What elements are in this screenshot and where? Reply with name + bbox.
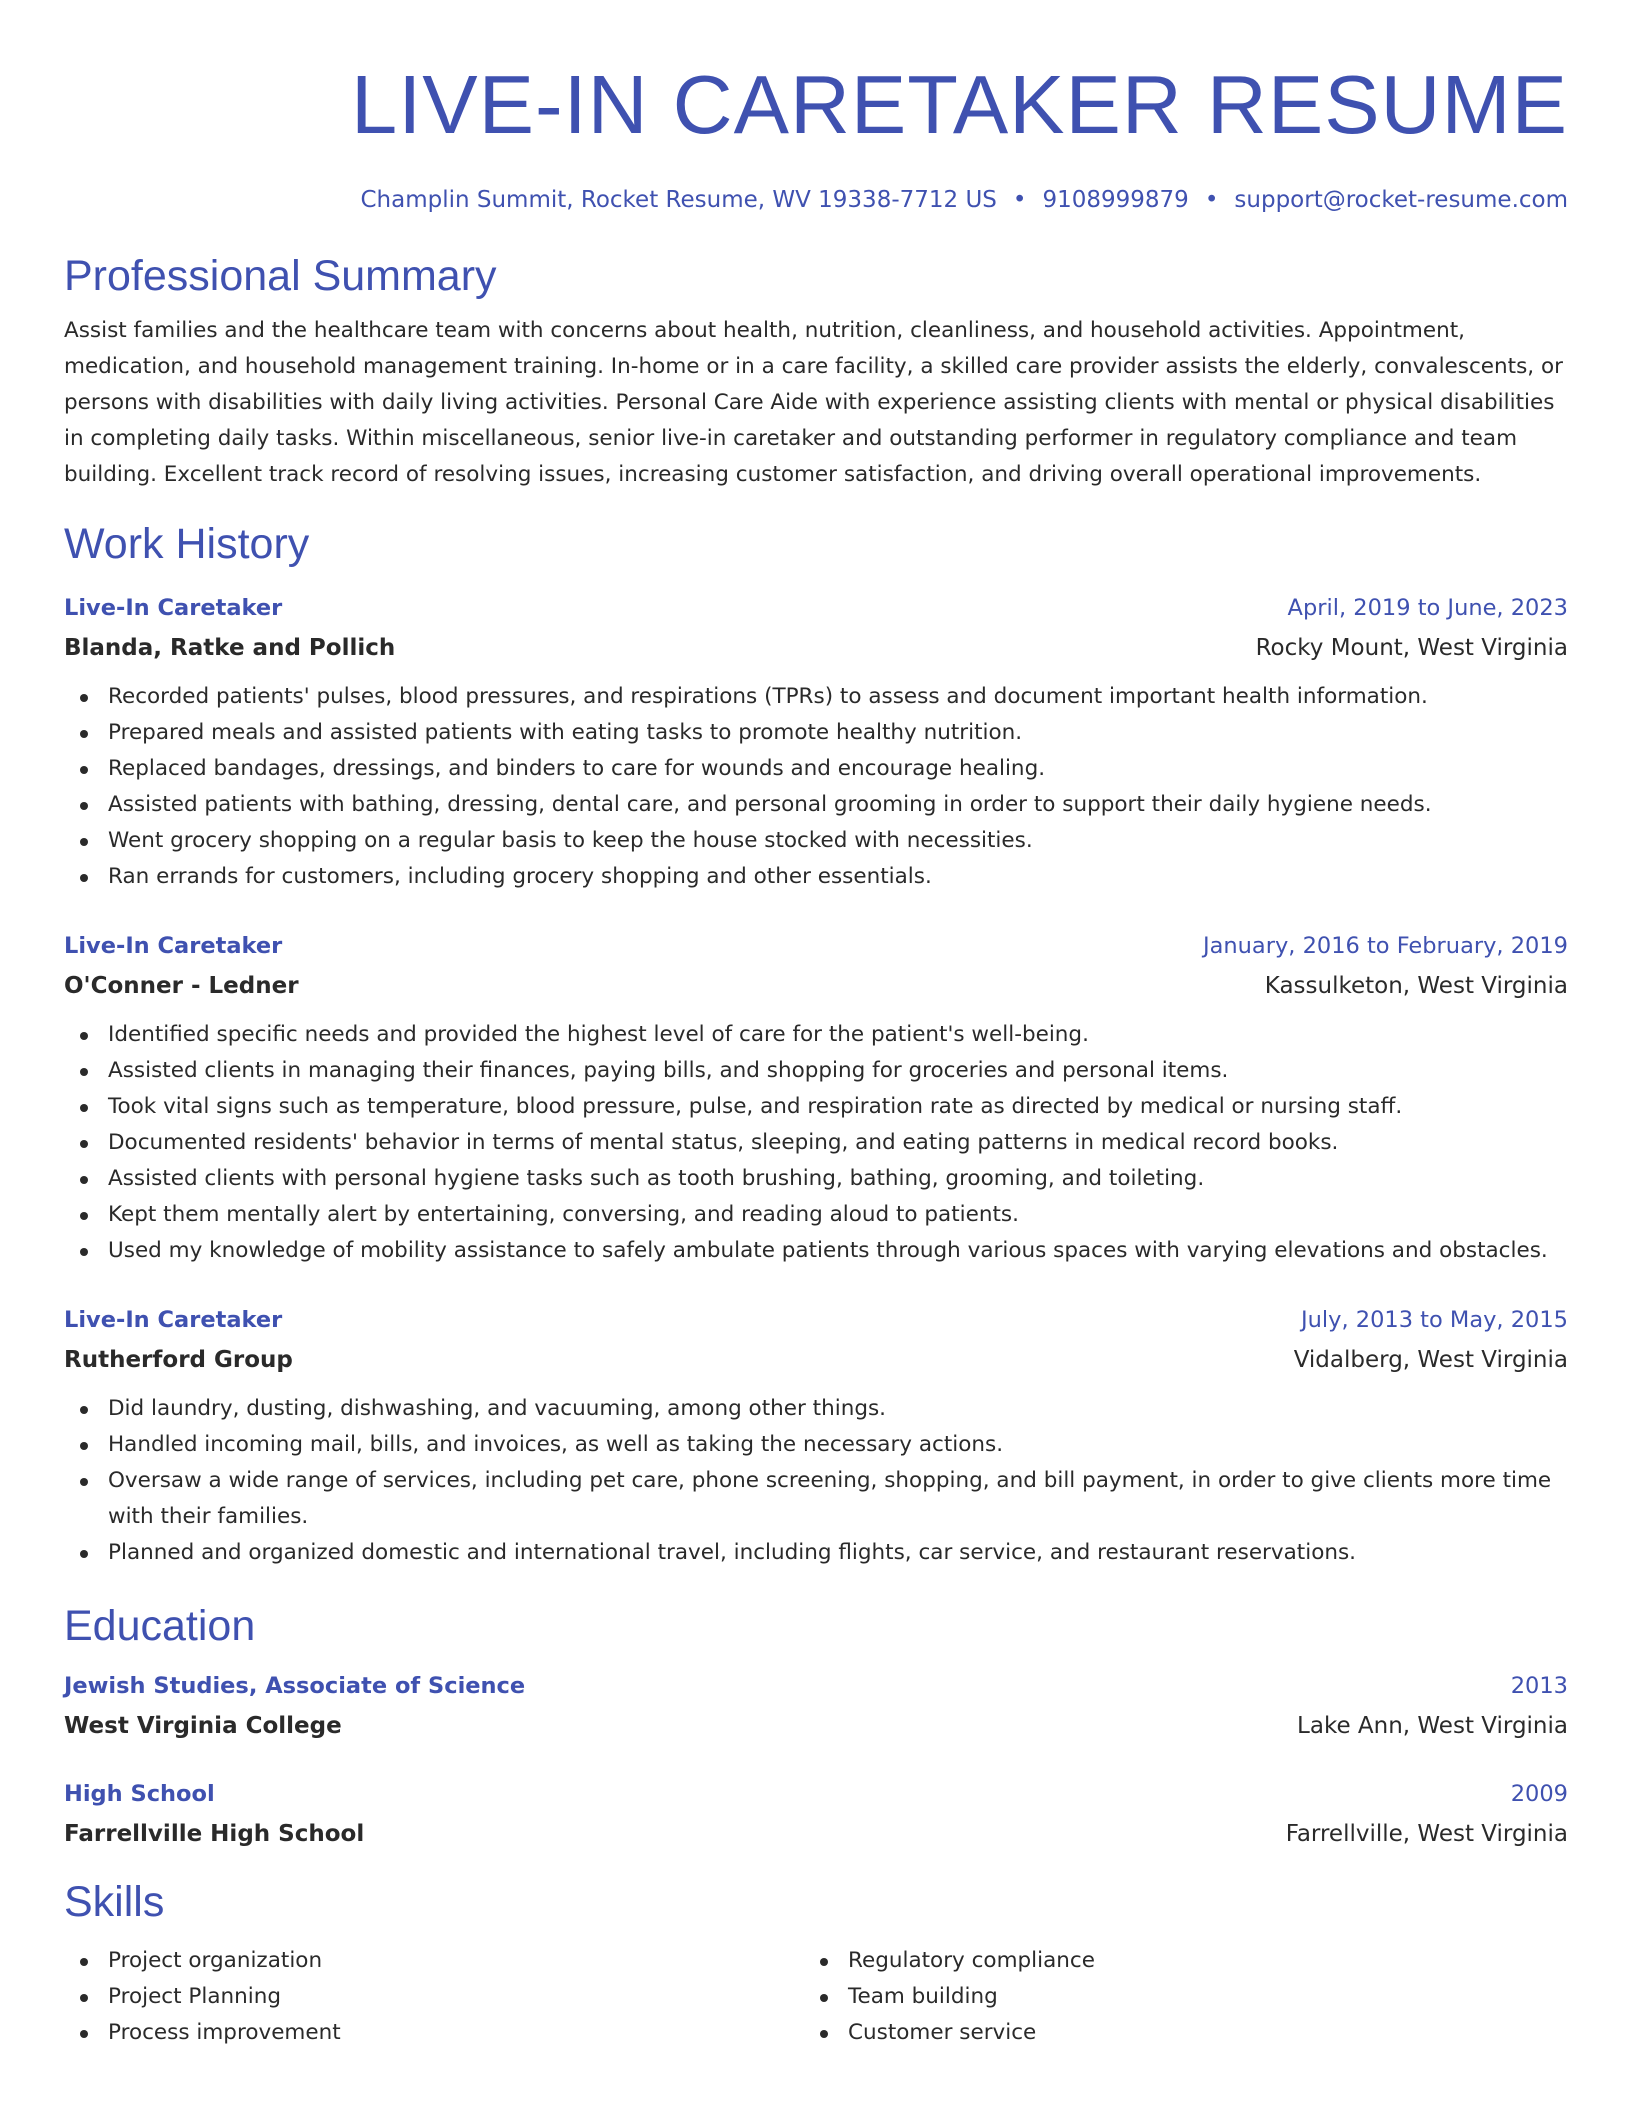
job-location: Rocky Mount, West Virginia [1255, 635, 1568, 661]
contact-separator: • [1204, 187, 1219, 213]
job-location: Kassulketon, West Virginia [1264, 973, 1568, 999]
list-item: Replaced bandages, dressings, and binders to care for wounds and encourage healing. [64, 751, 1568, 787]
skill-item: Customer service [804, 2015, 1544, 2051]
education-year: 2009 [1510, 1781, 1568, 1807]
contact-email: support@rocket-resume.com [1234, 187, 1568, 213]
job-title: Live-In Caretaker [64, 595, 283, 621]
list-item: Recorded patients' pulses, blood pressures, and respirations (TPRs) to assess and document important health information. [64, 679, 1568, 715]
job-dates: January, 2016 to February, 2019 [1202, 933, 1568, 959]
job-dates: April, 2019 to June, 2023 [1287, 595, 1568, 621]
resume-page [64, 0, 1568, 2051]
list-item: Identified specific needs and provided the highest level of care for the patient's well-being. [64, 1017, 1568, 1053]
job-entry [64, 1303, 1568, 1571]
education-location: Lake Ann, West Virginia [1297, 1713, 1568, 1739]
list-item: Assisted clients with personal hygiene tasks such as tooth brushing, bathing, grooming, and toileting. [64, 1161, 1568, 1197]
skills-columns [64, 1943, 1568, 2051]
list-item: Ran errands for customers, including grocery shopping and other essentials. [64, 859, 1568, 895]
job-bullets [64, 1017, 1568, 1269]
list-item: Oversaw a wide range of services, including pet care, phone screening, shopping, and bill payment, in order to give clients more time with their families. [64, 1463, 1568, 1535]
job-entry [64, 929, 1568, 1269]
job-company: O'Conner - Ledner [64, 973, 299, 999]
education-degree: Jewish Studies, Associate of Science [64, 1673, 526, 1699]
list-item: Took vital signs such as temperature, blood pressure, pulse, and respiration rate as directed by medical or nursing staff. [64, 1089, 1568, 1125]
section-heading-skills: Skills [64, 1878, 165, 1926]
education-school: West Virginia College [64, 1713, 342, 1739]
education-school: Farrellville High School [64, 1821, 365, 1847]
skill-item: Process improvement [64, 2015, 804, 2051]
list-item: Assisted clients in managing their finances, paying bills, and shopping for groceries and personal items. [64, 1053, 1568, 1089]
skills-list-left [64, 1943, 804, 2051]
education-year: 2013 [1510, 1673, 1568, 1699]
contact-address: Champlin Summit, Rocket Resume, WV 19338-7712 US [360, 187, 997, 213]
section-heading-summary: Professional Summary [64, 252, 497, 300]
job-bullets [64, 1391, 1568, 1571]
contact-phone: 9108999879 [1042, 187, 1189, 213]
summary-text: Assist families and the healthcare team with concerns about health, nutrition, cleanliness, and household activities. Appointment, medication, and household management training. In-home or in a care facility, a skilled care provider assists the elderly, convalescents, or persons with disabilities with daily living activities. Personal Care Aide with experience assisting clients with mental or physical disabilities in completing daily tasks. Within miscellaneous, senior live-in caretaker and outstanding performer in regulatory compliance and team building. Excellent track record of resolving issues, increasing customer satisfaction, and driving overall operational improvements. [64, 318, 1563, 487]
job-company: Rutherford Group [64, 1347, 293, 1373]
list-item: Went grocery shopping on a regular basis to keep the house stocked with necessities. [64, 823, 1568, 859]
job-title: Live-In Caretaker [64, 933, 283, 959]
list-item: Did laundry, dusting, dishwashing, and vacuuming, among other things. [64, 1391, 1568, 1427]
job-title: Live-In Caretaker [64, 1307, 283, 1333]
job-dates: July, 2013 to May, 2015 [1300, 1307, 1568, 1333]
skill-item: Regulatory compliance [804, 1943, 1544, 1979]
list-item: Handled incoming mail, bills, and invoices, as well as taking the necessary actions. [64, 1427, 1568, 1463]
job-entry [64, 591, 1568, 895]
section-heading-education: Education [64, 1602, 256, 1650]
section-heading-work: Work History [64, 520, 310, 568]
list-item: Assisted patients with bathing, dressing, dental care, and personal grooming in order to support their daily hygiene needs. [64, 787, 1568, 823]
list-item: Kept them mentally alert by entertaining, conversing, and reading aloud to patients. [64, 1197, 1568, 1233]
job-company: Blanda, Ratke and Pollich [64, 635, 396, 661]
contact-separator: • [1012, 187, 1027, 213]
list-item: Prepared meals and assisted patients with eating tasks to promote healthy nutrition. [64, 715, 1568, 751]
contact-line [64, 185, 1568, 215]
skills-list-right [804, 1943, 1544, 2051]
list-item: Documented residents' behavior in terms of mental status, sleeping, and eating patterns in medical record books. [64, 1125, 1568, 1161]
job-location: Vidalberg, West Virginia [1293, 1347, 1568, 1373]
skill-item: Project organization [64, 1943, 804, 1979]
skill-item: Project Planning [64, 1979, 804, 2015]
list-item: Used my knowledge of mobility assistance to safely ambulate patients through various spaces with varying elevations and obstacles. [64, 1233, 1568, 1269]
list-item: Planned and organized domestic and international travel, including flights, car service, and restaurant reservations. [64, 1535, 1568, 1571]
resume-title: LIVE-IN CARETAKER RESUME [351, 58, 1568, 151]
job-bullets [64, 679, 1568, 895]
education-entry [64, 1777, 1568, 1851]
education-entry [64, 1669, 1568, 1743]
education-location: Farrellville, West Virginia [1285, 1821, 1568, 1847]
education-degree: High School [64, 1781, 215, 1807]
skill-item: Team building [804, 1979, 1544, 2015]
